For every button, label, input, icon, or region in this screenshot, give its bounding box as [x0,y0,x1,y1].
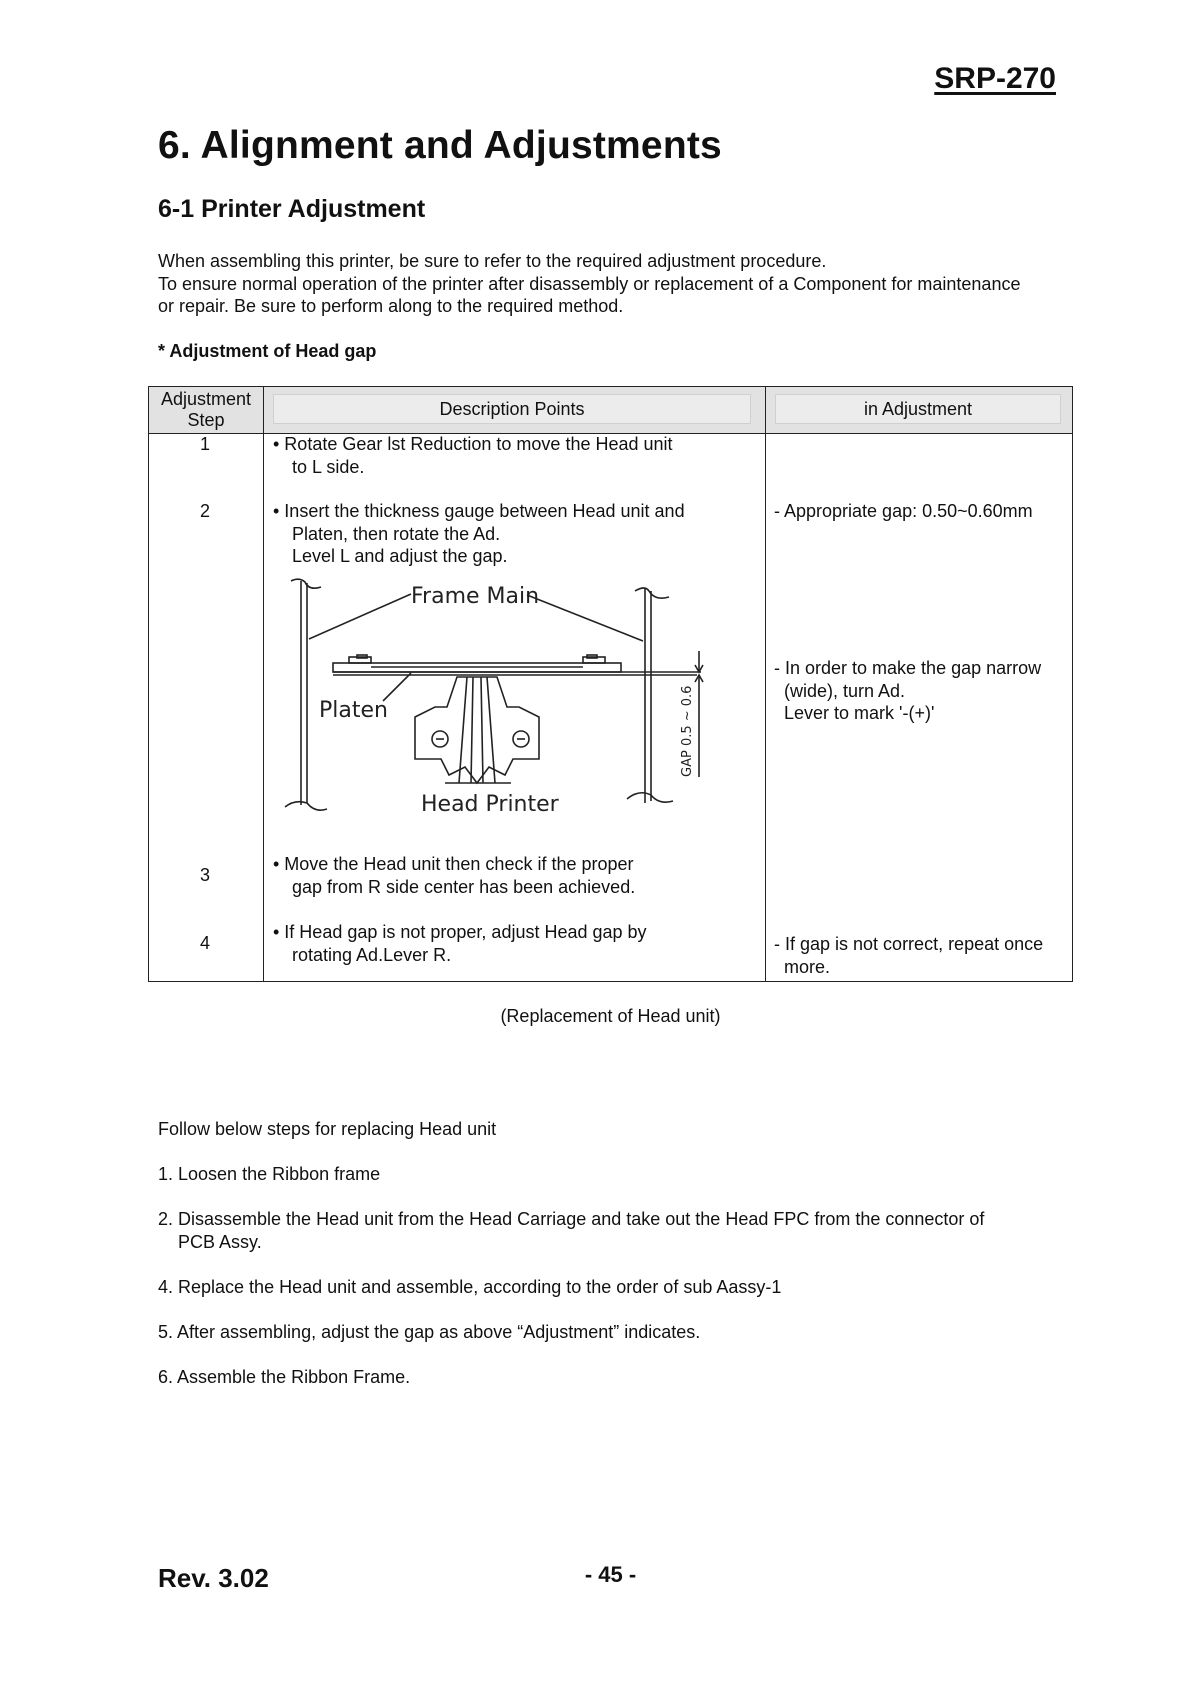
header-description: Description Points [273,394,751,424]
procedure-step-line: PCB Assy. [178,1231,262,1252]
header-step-line: Adjustment [160,389,252,409]
row-description [273,500,753,568]
note-line: Lever to mark '-(+)' [784,703,935,723]
intro-line: When assembling this printer, be sure to refer to the required adjustment procedure. [158,251,827,271]
header-step [149,387,263,433]
desc-line: • Rotate Gear lst Reduction to move the Head unit [273,434,673,454]
column-divider [765,387,766,981]
intro-paragraph [158,250,1078,318]
desc-line: • Move the Head unit then check if the proper [273,854,634,874]
desc-line: to L side. [292,456,365,477]
note-line: (wide), turn Ad. [784,680,906,701]
frame-break-line [285,802,327,810]
page-number [0,1562,1191,1588]
row-description [273,921,753,966]
procedure-step: 6. Assemble the Ribbon Frame. [158,1366,411,1387]
document-id: SRP-270 [934,62,1056,95]
head-printer-label: Head Printer [421,792,559,817]
frame-leader-line [309,594,411,639]
procedure-intro: Follow below steps for replacing Head unit [158,1119,497,1139]
adj-line: - If gap is not correct, repeat once [774,934,1044,954]
page-number-text: - 45 - [584,1562,637,1587]
procedure-step: 5. After assembling, adjust the gap as above “Adjustment” indicates. [158,1321,701,1342]
desc-line: rotating Ad.Lever R. [292,944,452,965]
frame-main-label: Frame Main [411,584,540,609]
step-number: 4 [199,933,210,953]
intro-line: To ensure normal operation of the printer after disassembly or replacement of a Component for maintenance [158,273,1021,294]
procedure-step: 4. Replace the Head unit and assemble, according to the order of sub Aassy-1 [158,1276,782,1297]
frame-break-line [291,579,321,588]
desc-line: Level L and adjust the gap. [292,546,508,566]
frame-leader-line [527,595,643,641]
head-gap-diagram [277,577,757,817]
row-adjustment: - Appropriate gap: 0.50~0.60mm [774,501,1033,521]
step-number: 3 [199,865,210,885]
gap-label: GAP 0.5 ~ 0.6 [680,685,695,777]
header-adjustment: in Adjustment [775,394,1061,424]
adjustment-table [148,386,1073,982]
desc-line: • If Head gap is not proper, adjust Head gap by [273,922,647,942]
note-line: - In order to make the gap narrow [774,658,1042,678]
gap-direction-note [774,657,1074,725]
head-rib [481,677,483,783]
procedure-step: 1. Loosen the Ribbon frame [158,1164,381,1184]
row-adjustment [774,933,1074,978]
row-description [273,433,753,478]
row-description [273,853,753,898]
subheading: * Adjustment of Head gap [158,341,377,361]
desc-line: Platen, then rotate the Ad. [292,523,501,544]
platen-leader-line [383,673,411,701]
section-title: 6-1 Printer Adjustment [158,195,426,223]
table-caption [0,1006,1191,1027]
revision-label: Rev. 3.02 [158,1563,269,1593]
column-divider [263,387,264,981]
frame-break-line [627,793,673,802]
procedure-step [158,1208,1078,1253]
intro-line: or repair. Be sure to perform along to the required method. [158,296,624,316]
desc-line: gap from R side center has been achieved. [292,876,636,897]
frame-break-line [635,588,669,598]
step-number: 1 [199,434,210,454]
platen-label: Platen [319,698,388,723]
desc-line: • Insert the thickness gauge between Head unit and [273,501,685,521]
step-number: 2 [199,501,210,521]
replacement-procedure [158,1118,1078,1411]
header-step-line: Step [187,410,225,430]
procedure-step-line: 2. Disassemble the Head unit from the Head Carriage and take out the Head FPC from the connector of [158,1209,985,1229]
head-printer-body [415,677,539,783]
caption-text: (Replacement of Head unit) [500,1006,721,1026]
adj-line: more. [784,956,831,977]
chapter-title: 6. Alignment and Adjustments [158,124,722,167]
head-rib [471,677,473,783]
